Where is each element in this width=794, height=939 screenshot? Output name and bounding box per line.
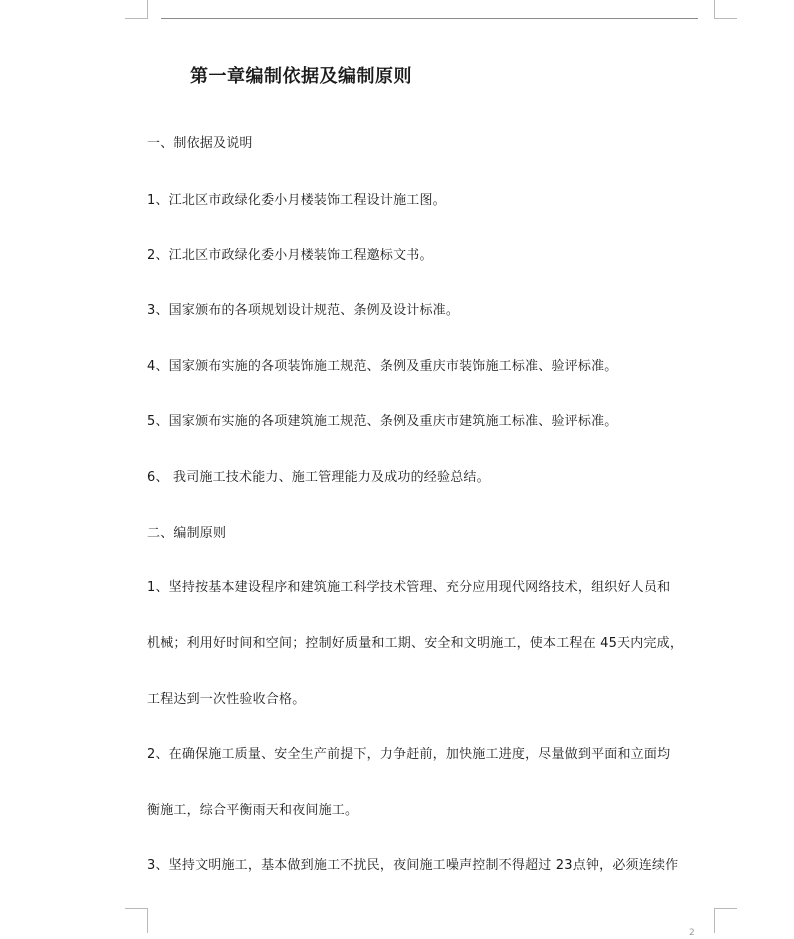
paragraph-item: 6、 我司施工技术能力、施工管理能力及成功的经验总结。 bbox=[147, 470, 490, 485]
paragraph-item: 3、国家颁布的各项规划设计规范、条例及设计标准。 bbox=[147, 303, 460, 318]
paragraph-item: 1、江北区市政绿化委小月楼装饰工程设计施工图。 bbox=[147, 193, 446, 208]
paragraph-line: 2、在确保施工质量、安全生产前提下，力争赶前，加快施工进度，尽量做到平面和立面均 bbox=[147, 747, 671, 762]
paragraph-line: 1、坚持按基本建设程序和建筑施工科学技术管理、充分应用现代网络技术，组织好人员和 bbox=[147, 580, 671, 595]
section-heading-basis: 一、制依据及说明 bbox=[147, 136, 253, 151]
crop-mark-top-left bbox=[125, 0, 148, 19]
section-heading-principles: 二、编制原则 bbox=[147, 526, 227, 541]
paragraph-line: 衡施工，综合平衡雨天和夜间施工。 bbox=[147, 803, 359, 818]
header-rule bbox=[161, 18, 698, 19]
crop-mark-bottom-left bbox=[125, 908, 148, 933]
paragraph-item: 5、国家颁布实施的各项建筑施工规范、条例及重庆市建筑施工标准、验评标准。 bbox=[147, 414, 618, 429]
paragraph-item: 4、国家颁布实施的各项装饰施工规范、条例及重庆市装饰施工标准、验评标准。 bbox=[147, 359, 618, 374]
crop-mark-bottom-right bbox=[714, 908, 737, 933]
page-number: 2 bbox=[689, 928, 695, 938]
paragraph-line: 工程达到一次性验收合格。 bbox=[147, 692, 306, 707]
paragraph-line: 3、坚持文明施工，基本做到施工不扰民，夜间施工噪声控制不得超过 23点钟，必须连续作 bbox=[147, 858, 679, 873]
crop-mark-top-right bbox=[714, 0, 737, 19]
paragraph-line: 机械；利用好时间和空间；控制好质量和工期、安全和文明施工，使本工程在 45天内完成， bbox=[147, 636, 684, 651]
chapter-title: 第一章编制依据及编制原则 bbox=[190, 66, 412, 87]
paragraph-item: 2、江北区市政绿化委小月楼装饰工程邀标文书。 bbox=[147, 248, 433, 263]
